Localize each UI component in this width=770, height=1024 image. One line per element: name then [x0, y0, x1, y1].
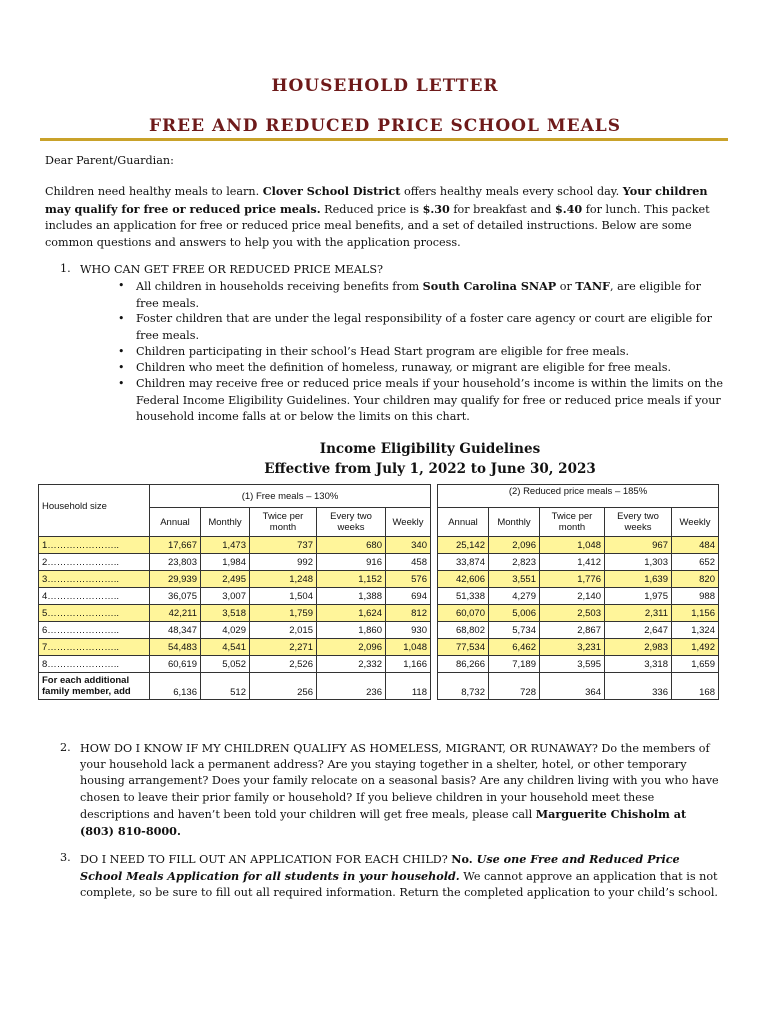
reduced-value-cell: 5,006: [489, 605, 540, 622]
reduced-value-cell: 3,318: [605, 656, 672, 673]
bullet-icon: •: [118, 345, 125, 358]
reduced-value-cell: 364: [540, 673, 605, 700]
bullet-icon: •: [118, 279, 125, 292]
col-twice-per-month: Twice per month: [250, 508, 317, 537]
free-value-cell: 576: [386, 571, 431, 588]
free-value-cell: 512: [201, 673, 250, 700]
reduced-value-cell: 2,140: [540, 588, 605, 605]
free-value-cell: 48,347: [150, 622, 201, 639]
intro-paragraph: Children need healthy meals to learn. Clover School District offers healthy meals every school day. Your children may qualify for free or reduced price meals. Reduced price is $.30 for breakfast and $.40 for lunch. This packet includes an application for free or reduced price meal benefits, and a set of detailed instructions. Below are some common questions and answers to help you with the application process.: [45, 184, 710, 249]
reduced-value-cell: 1,639: [605, 571, 672, 588]
q3-paragraph: DO I NEED TO FILL OUT AN APPLICATION FOR EACH CHILD? No. Use one Free and Reduced Price School Meals Application for all students in your household. We cannot approve an application that is not complete, so be sure to fill out all required information. Return the completed application to your child’s school.: [80, 852, 718, 900]
free-value-cell: 1,504: [250, 588, 317, 605]
reduced-value-cell: 967: [605, 537, 672, 554]
reduced-value-cell: 2,983: [605, 639, 672, 656]
reduced-value-cell: 3,595: [540, 656, 605, 673]
household-size-cell: 3…………………..: [39, 571, 150, 588]
table-row: [39, 673, 719, 700]
free-value-cell: 2,271: [250, 639, 317, 656]
reduced-value-cell: 484: [672, 537, 719, 554]
household-size-cell: 6…………………..: [39, 622, 150, 639]
col-every-two-weeks: Every two weeks: [317, 508, 386, 537]
reduced-value-cell: 1,048: [540, 537, 605, 554]
household-size-cell: For each additional family member, add: [39, 673, 150, 700]
bullet-icon: •: [118, 312, 125, 325]
reduced-value-cell: 2,311: [605, 605, 672, 622]
household-size-cell: 5…………………..: [39, 605, 150, 622]
reduced-value-cell: 1,156: [672, 605, 719, 622]
table-row: [39, 588, 719, 605]
free-value-cell: 2,332: [317, 656, 386, 673]
q1-bullet-1: All children in households receiving benefits from South Carolina SNAP or TANF, are eligible for free meals.: [136, 279, 701, 310]
reduced-value-cell: 1,975: [605, 588, 672, 605]
letter-title: HOUSEHOLD LETTER: [271, 76, 499, 96]
reduced-value-cell: 1,303: [605, 554, 672, 571]
q1-number: 1.: [60, 262, 71, 275]
salutation: Dear Parent/Guardian:: [45, 154, 174, 167]
q2-number: 2.: [60, 741, 71, 754]
free-value-cell: 3,007: [201, 588, 250, 605]
reduced-value-cell: 1,492: [672, 639, 719, 656]
reduced-value-cell: 1,776: [540, 571, 605, 588]
reduced-value-cell: 728: [489, 673, 540, 700]
table-row: [39, 571, 719, 588]
q1-bullet-4: Children who meet the definition of homeless, runaway, or migrant are eligible for free meals.: [136, 361, 672, 374]
col-twice-per-month: Twice per month: [540, 508, 605, 537]
household-size-header: Household size: [39, 485, 150, 537]
col-annual: Annual: [150, 508, 201, 537]
table-row: [39, 622, 719, 639]
reduced-value-cell: 5,734: [489, 622, 540, 639]
household-size-cell: 7…………………..: [39, 639, 150, 656]
reduced-value-cell: 3,231: [540, 639, 605, 656]
household-size-cell: 4…………………..: [39, 588, 150, 605]
reduced-value-cell: 1,659: [672, 656, 719, 673]
free-value-cell: 1,152: [317, 571, 386, 588]
q1-bullet-2: Foster children that are under the legal responsibility of a foster care agency or court are eligible for free meals.: [136, 312, 712, 342]
reduced-value-cell: 60,070: [438, 605, 489, 622]
q1-bullet-3: Children participating in their school’s Head Start program are eligible for free meals.: [136, 345, 630, 358]
free-value-cell: 2,495: [201, 571, 250, 588]
reduced-value-cell: 820: [672, 571, 719, 588]
free-value-cell: 256: [250, 673, 317, 700]
free-value-cell: 236: [317, 673, 386, 700]
free-value-cell: 2,526: [250, 656, 317, 673]
free-value-cell: 4,541: [201, 639, 250, 656]
reduced-meals-header: (2) Reduced price meals – 185%: [438, 485, 719, 508]
free-value-cell: 340: [386, 537, 431, 554]
free-value-cell: 1,388: [317, 588, 386, 605]
reduced-value-cell: 4,279: [489, 588, 540, 605]
free-value-cell: 1,473: [201, 537, 250, 554]
bullet-icon: •: [118, 377, 125, 390]
reduced-value-cell: 6,462: [489, 639, 540, 656]
free-value-cell: 54,483: [150, 639, 201, 656]
reduced-value-cell: 652: [672, 554, 719, 571]
free-value-cell: 458: [386, 554, 431, 571]
q1-bullet-5: Children may receive free or reduced price meals if your household’s income is within the limits on the Federal Income Eligibility Guidelines. Your children may qualify for free or reduced price meals if your household income falls at or below the limits on this chart.: [136, 377, 724, 423]
reduced-value-cell: 2,823: [489, 554, 540, 571]
free-value-cell: 694: [386, 588, 431, 605]
free-value-cell: 118: [386, 673, 431, 700]
table-row: [39, 554, 719, 571]
reduced-value-cell: 51,338: [438, 588, 489, 605]
reduced-value-cell: 86,266: [438, 656, 489, 673]
household-size-cell: 8…………………..: [39, 656, 150, 673]
reduced-value-cell: 1,412: [540, 554, 605, 571]
col-weekly: Weekly: [672, 508, 719, 537]
free-meals-header: (1) Free meals – 130%: [150, 485, 431, 508]
col-weekly: Weekly: [386, 508, 431, 537]
free-value-cell: 36,075: [150, 588, 201, 605]
q2-paragraph: HOW DO I KNOW IF MY CHILDREN QUALIFY AS HOMELESS, MIGRANT, OR RUNAWAY? Do the members of your household lack a permanent address? Are you staying together in a shelter, hotel, or other temporary housing arrangement? Does your family relocate on a seasonal basis? Are any children living with you who have chosen to leave their prior family or household? If you believe children in your household meet these descriptions and haven’t been told your children will get free meals, please call Marguerite Chisholm at (803) 810-8000.: [80, 742, 719, 839]
free-value-cell: 1,860: [317, 622, 386, 639]
free-value-cell: 2,015: [250, 622, 317, 639]
free-value-cell: 2,096: [317, 639, 386, 656]
table-title: Income Eligibility Guidelines: [319, 441, 541, 457]
free-value-cell: 1,048: [386, 639, 431, 656]
reduced-value-cell: 1,324: [672, 622, 719, 639]
reduced-value-cell: 68,802: [438, 622, 489, 639]
free-value-cell: 812: [386, 605, 431, 622]
table-row: [39, 639, 719, 656]
reduced-value-cell: 336: [605, 673, 672, 700]
reduced-value-cell: 988: [672, 588, 719, 605]
letter-subtitle: FREE AND REDUCED PRICE SCHOOL MEALS: [148, 116, 622, 136]
col-monthly: Monthly: [201, 508, 250, 537]
free-value-cell: 737: [250, 537, 317, 554]
free-value-cell: 992: [250, 554, 317, 571]
free-value-cell: 42,211: [150, 605, 201, 622]
bullet-icon: •: [118, 361, 125, 374]
free-value-cell: 930: [386, 622, 431, 639]
free-value-cell: 23,803: [150, 554, 201, 571]
reduced-value-cell: 2,647: [605, 622, 672, 639]
table-row: [39, 656, 719, 673]
reduced-value-cell: 33,874: [438, 554, 489, 571]
free-value-cell: 1,248: [250, 571, 317, 588]
q1-heading: WHO CAN GET FREE OR REDUCED PRICE MEALS?: [80, 263, 384, 276]
free-value-cell: 916: [317, 554, 386, 571]
free-value-cell: 17,667: [150, 537, 201, 554]
table-row: [39, 537, 719, 554]
income-eligibility-table: [38, 484, 719, 700]
free-value-cell: 29,939: [150, 571, 201, 588]
col-annual: Annual: [438, 508, 489, 537]
reduced-value-cell: 2,867: [540, 622, 605, 639]
household-size-cell: 1…………………..: [39, 537, 150, 554]
free-value-cell: 3,518: [201, 605, 250, 622]
reduced-value-cell: 2,096: [489, 537, 540, 554]
free-value-cell: 1,984: [201, 554, 250, 571]
free-value-cell: 60,619: [150, 656, 201, 673]
free-value-cell: 1,166: [386, 656, 431, 673]
reduced-value-cell: 77,534: [438, 639, 489, 656]
reduced-value-cell: 2,503: [540, 605, 605, 622]
title-divider: [40, 138, 728, 141]
reduced-value-cell: 7,189: [489, 656, 540, 673]
household-size-cell: 2…………………..: [39, 554, 150, 571]
table-subtitle: Effective from July 1, 2022 to June 30, 2023: [264, 461, 596, 477]
col-monthly: Monthly: [489, 508, 540, 537]
free-value-cell: 5,052: [201, 656, 250, 673]
table-row: [39, 605, 719, 622]
reduced-value-cell: 168: [672, 673, 719, 700]
free-value-cell: 1,624: [317, 605, 386, 622]
reduced-value-cell: 42,606: [438, 571, 489, 588]
reduced-value-cell: 25,142: [438, 537, 489, 554]
col-every-two-weeks: Every two weeks: [605, 508, 672, 537]
free-value-cell: 1,759: [250, 605, 317, 622]
free-value-cell: 4,029: [201, 622, 250, 639]
free-value-cell: 6,136: [150, 673, 201, 700]
free-value-cell: 680: [317, 537, 386, 554]
reduced-value-cell: 8,732: [438, 673, 489, 700]
reduced-value-cell: 3,551: [489, 571, 540, 588]
q3-number: 3.: [60, 851, 71, 864]
